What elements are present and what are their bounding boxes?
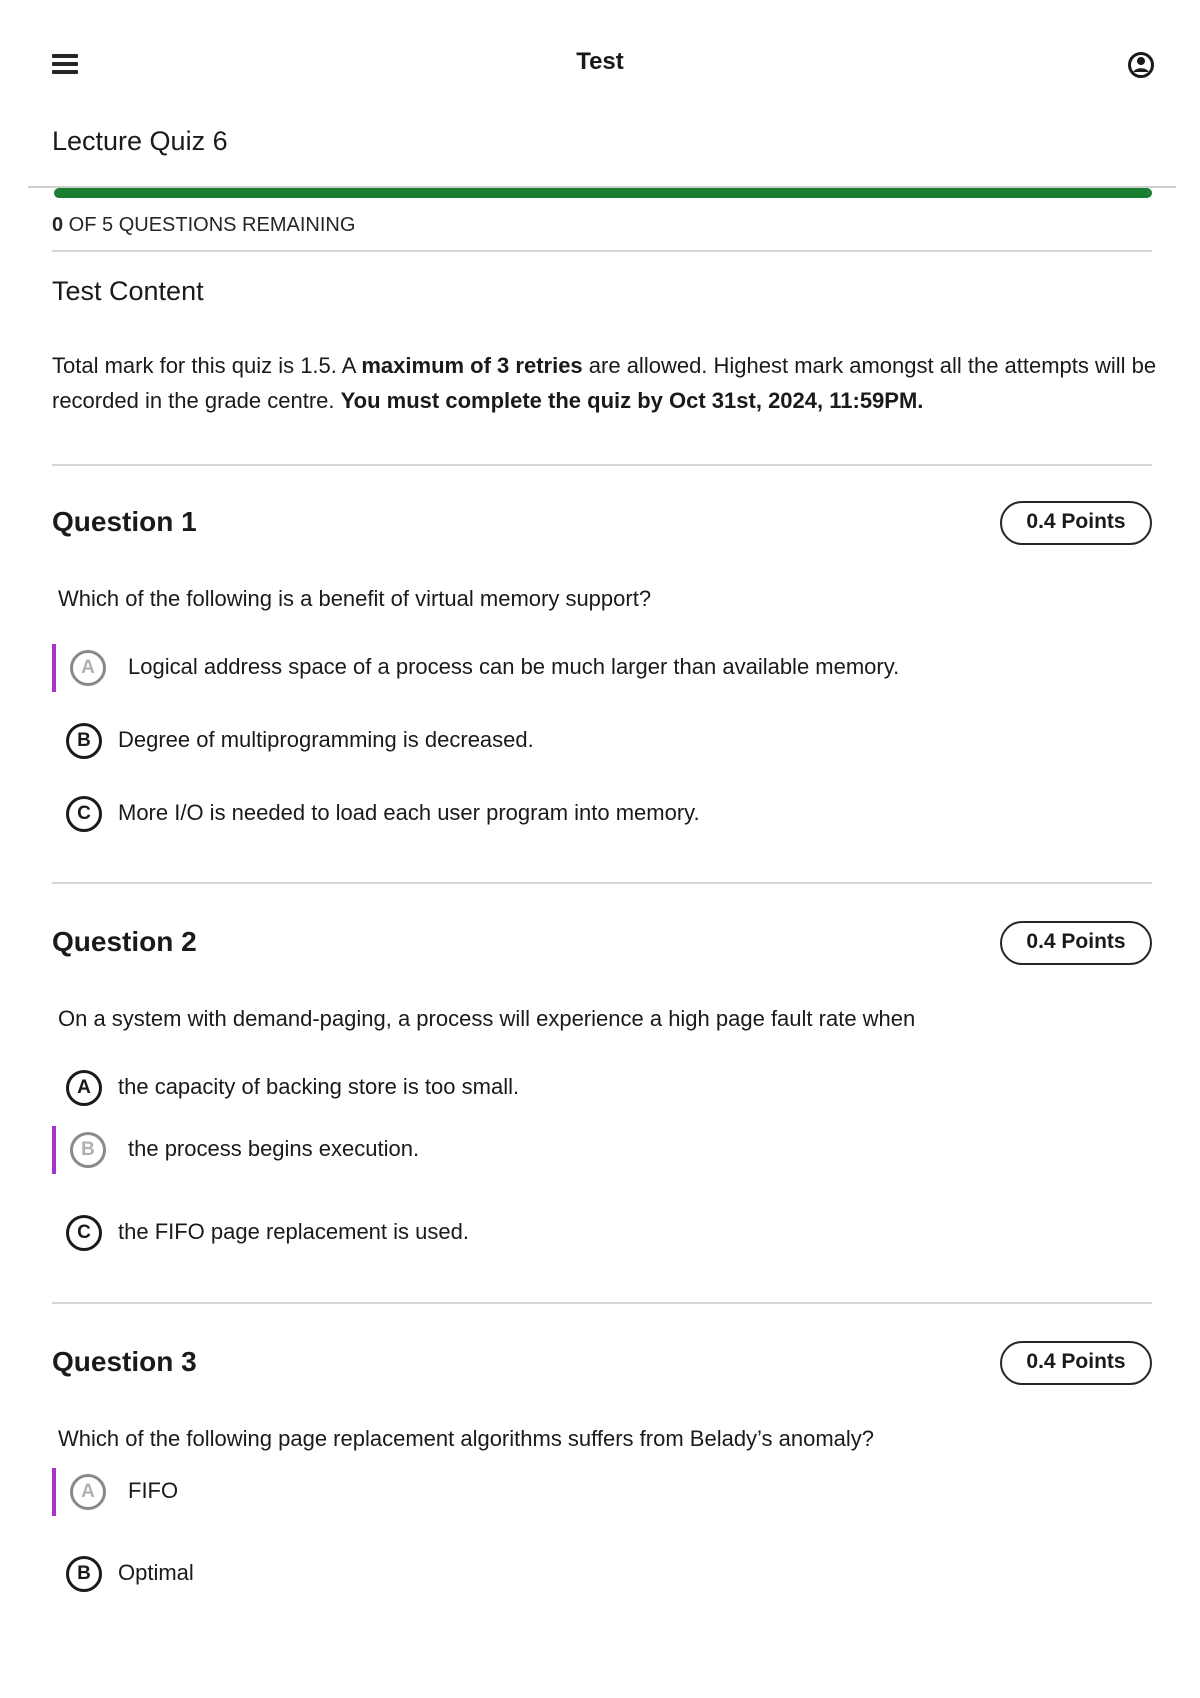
progress-bar <box>54 188 1152 198</box>
option-c[interactable] <box>66 790 1146 838</box>
option-label: the capacity of backing store is too small. <box>118 1074 520 1099</box>
instructions-text: are allowed. Highest mark amongst all the attempts will be recorded in the grade centre. <box>52 353 1157 413</box>
points-badge: 0.4 Points <box>1000 1341 1152 1385</box>
option-label: Degree of multiprogramming is decreased. <box>118 727 534 752</box>
instructions-text: Total mark for this quiz is 1.5. A <box>52 353 362 378</box>
divider <box>52 250 1152 252</box>
app-title: Test <box>576 48 624 75</box>
option-label: More I/O is needed to load each user program into memory. <box>118 800 700 825</box>
option-label: the process begins execution. <box>128 1136 420 1161</box>
remaining-text: OF 5 QUESTIONS REMAINING <box>63 214 356 236</box>
option-a[interactable] <box>52 1468 1136 1516</box>
option-letter-bubble: B <box>66 723 102 759</box>
option-letter-bubble: C <box>66 796 102 832</box>
option-letter-bubble: B <box>66 1556 102 1592</box>
option-label: Logical address space of a process can be much larger than available memory. <box>128 654 900 679</box>
account-icon[interactable] <box>1127 51 1155 79</box>
option-letter-bubble: A <box>70 650 106 686</box>
option-label: Optimal <box>118 1560 194 1585</box>
instructions-bold-retries: maximum of 3 retries <box>361 353 583 378</box>
question-text: Which of the following page replacement algorithms suffers from Belady’s anomaly? <box>58 1426 875 1451</box>
option-letter-bubble: B <box>70 1132 106 1168</box>
option-letter-bubble: C <box>66 1215 102 1251</box>
option-label: the FIFO page replacement is used. <box>118 1219 469 1244</box>
quiz-instructions <box>52 348 1162 418</box>
option-b[interactable] <box>52 1126 1136 1174</box>
question-title: Question 3 <box>52 1346 197 1377</box>
question-title: Question 1 <box>52 506 197 537</box>
option-letter-bubble: A <box>66 1070 102 1106</box>
option-a[interactable] <box>52 644 1136 692</box>
option-b[interactable] <box>66 717 1146 765</box>
question-text: Which of the following is a benefit of virtual memory support? <box>58 586 652 611</box>
question-text: On a system with demand-paging, a process will experience a high page fault rate when <box>58 1006 916 1031</box>
questions-remaining <box>52 214 355 237</box>
option-a[interactable] <box>66 1064 1146 1112</box>
divider <box>52 464 1152 466</box>
divider <box>52 1302 1152 1304</box>
quiz-title: Lecture Quiz 6 <box>52 126 228 156</box>
top-bar <box>0 0 1200 130</box>
option-label: FIFO <box>128 1478 179 1503</box>
option-c[interactable] <box>66 1209 1146 1257</box>
instructions-bold-deadline: You must complete the quiz by Oct 31st, 2024, 11:59PM. <box>340 388 924 413</box>
divider <box>52 882 1152 884</box>
section-title: Test Content <box>52 276 204 306</box>
question-title: Question 2 <box>52 926 197 957</box>
option-letter-bubble: A <box>70 1474 106 1510</box>
progress-bar-fill <box>57 191 1149 195</box>
option-b[interactable] <box>66 1550 1146 1598</box>
remaining-count: 0 <box>52 214 64 236</box>
points-badge: 0.4 Points <box>1000 501 1152 545</box>
points-badge: 0.4 Points <box>1000 921 1152 965</box>
